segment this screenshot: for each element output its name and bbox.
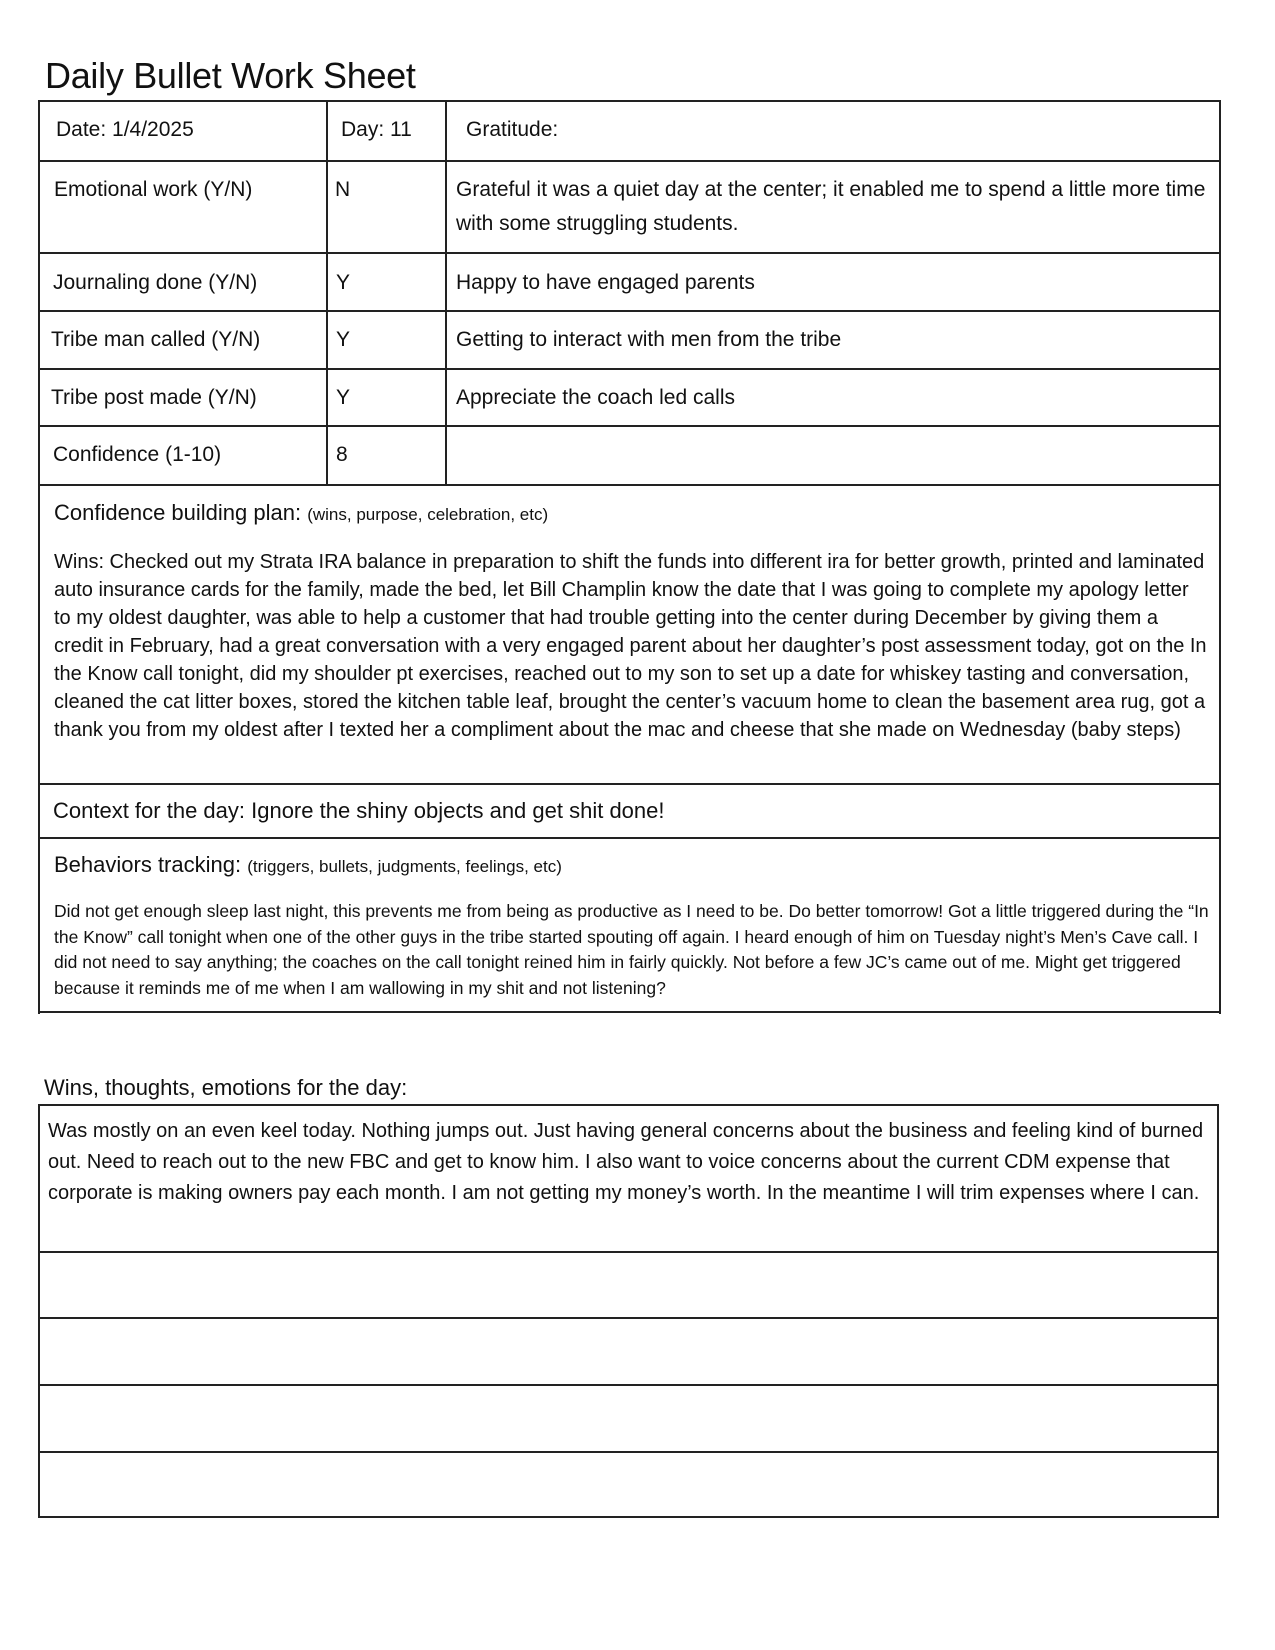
- row-divider: [38, 783, 1221, 785]
- tracker-label-confidence: Confidence (1-10): [53, 443, 222, 466]
- tracker-value-tribe-man-called[interactable]: Y: [336, 328, 351, 351]
- tracker-label-journaling: Journaling done (Y/N): [53, 271, 258, 294]
- confidence-plan-label: Confidence building plan:: [54, 500, 302, 525]
- confidence-plan-heading: [54, 498, 548, 530]
- wins-empty-row-1[interactable]: [40, 1253, 1217, 1317]
- tracker-label-emotional-work: Emotional work (Y/N): [54, 178, 253, 201]
- tracker-value-emotional-work[interactable]: N: [335, 178, 351, 201]
- tracker-value-tribe-post-made[interactable]: Y: [336, 386, 351, 409]
- wins-empty-row-4[interactable]: [40, 1453, 1217, 1516]
- wins-empty-row-3[interactable]: [40, 1386, 1217, 1451]
- wins-table-border-right: [1217, 1104, 1219, 1518]
- table-border-right: [1219, 100, 1221, 1014]
- column-divider-2: [445, 100, 447, 486]
- gratitude-entry-2[interactable]: Happy to have engaged parents: [456, 271, 755, 294]
- page-title: Daily Bullet Work Sheet: [45, 55, 416, 96]
- row-divider: [38, 160, 1221, 162]
- row-divider: [38, 425, 1221, 427]
- row-divider: [38, 837, 1221, 839]
- row-divider: [38, 368, 1221, 370]
- confidence-plan-hint: (wins, purpose, celebration, etc): [307, 505, 549, 524]
- column-divider-1: [326, 100, 328, 486]
- row-divider: [38, 310, 1221, 312]
- row-divider: [38, 252, 1221, 254]
- wins-empty-row-2[interactable]: [40, 1319, 1217, 1384]
- confidence-plan-body[interactable]: Wins: Checked out my Strata IRA balance in preparation to shift the funds into different ira for better growth, printed and laminated auto insurance cards for the family, made the bed, let Bill Champlin know the date that I was going to complete my apology letter to my oldest daughter, was able to help a customer that had trouble getting into the center during December by giving them a credit in February, had a great conversation with a very engaged parent about her daughter’s post assessment today, got on the In the Know call tonight, did my shoulder pt exercises, reached out to my son to set up a date for whiskey tasting and conversation, cleaned the cat litter boxes, stored the kitchen table leaf, brought the center’s vacuum home to clean the basement area rug, got a thank you from my oldest after I texted her a compliment about the mac and cheese that she made on Wednesday (baby steps): [54, 551, 1207, 741]
- table-border-left: [38, 100, 40, 1014]
- tracker-label-tribe-post-made: Tribe post made (Y/N): [51, 386, 257, 409]
- wins-section-label: Wins, thoughts, emotions for the day:: [44, 1075, 408, 1100]
- behaviors-body[interactable]: Did not get enough sleep last night, this prevents me from being as productive as I need to be. Do better tomorrow! Got a little triggered during the “In the Know” call tonight when one of the other guys in the tribe started spouting off again. I heard enough of him on Tuesday night’s Men’s Cave call. I did not need to say anything; the coaches on the call tonight reined him in fairly quickly. Not before a few JC’s came out of me. Might get triggered because it reminds me of me when I am wallowing in my shit and not listening?: [54, 901, 1209, 998]
- wins-body[interactable]: Was mostly on an even keel today. Nothing jumps out. Just having general concerns about the business and feeling kind of burned out. Need to reach out to the new FBC and get to know him. I also want to voice concerns about the current CDM expense that corporate is making owners pay each month. I am not getting my money’s worth. In the meantime I will trim expenses where I can.: [48, 1120, 1204, 1204]
- behaviors-heading: [54, 850, 562, 882]
- gratitude-entry-1[interactable]: Grateful it was a quiet day at the center; it enabled me to spend a little more time with some struggling students.: [456, 178, 1206, 235]
- gratitude-entry-3[interactable]: Getting to interact with men from the tribe: [456, 328, 842, 351]
- tracker-value-confidence[interactable]: 8: [336, 443, 348, 466]
- row-divider: [38, 100, 1221, 102]
- wins-table-border-bottom: [38, 1516, 1219, 1518]
- gratitude-entry-4[interactable]: Appreciate the coach led calls: [456, 386, 735, 409]
- date-field[interactable]: Date: 1/4/2025: [56, 118, 194, 141]
- gratitude-header: Gratitude:: [466, 118, 559, 141]
- tracker-value-journaling[interactable]: Y: [336, 271, 351, 294]
- day-field[interactable]: Day: 11: [341, 118, 412, 141]
- wins-table-border-top: [38, 1104, 1219, 1106]
- behaviors-hint: (triggers, bullets, judgments, feelings, etc): [247, 857, 562, 876]
- table-border-bottom: [38, 1011, 1221, 1013]
- context-for-the-day[interactable]: Context for the day: Ignore the shiny objects and get shit done!: [53, 798, 665, 823]
- tracker-label-tribe-man-called: Tribe man called (Y/N): [51, 328, 261, 351]
- behaviors-label: Behaviors tracking:: [54, 852, 242, 877]
- row-divider: [38, 484, 1221, 486]
